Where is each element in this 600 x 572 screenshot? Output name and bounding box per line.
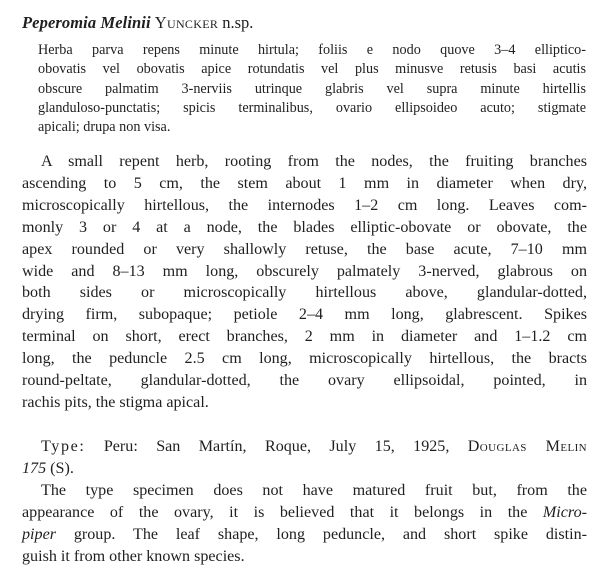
discussion-line: guish it from other known species. bbox=[22, 547, 245, 565]
latin-line: apicali; drupa non visa. bbox=[38, 119, 171, 136]
collection-number: 175 bbox=[22, 459, 47, 477]
description-line: A small repent herb, rooting from the nodes, the fruiting branches bbox=[41, 153, 587, 170]
description-line: monly 3 or 4 at a node, the blades elliptic-obovate or obovate, the bbox=[22, 218, 587, 236]
english-description bbox=[22, 151, 587, 414]
discussion-text: appearance of the ovary, it is believed that it belongs in the bbox=[22, 503, 528, 521]
description-line: both sides or microscopically hirtellous above, glandular-dotted, bbox=[22, 284, 587, 302]
description-line: drying firm, subopaque; petiole 2–4 mm long, glabrescent. Spikes bbox=[22, 306, 587, 324]
species-heading bbox=[22, 13, 253, 33]
description-line: microscopically hirtellous, the internodes 1–2 cm long. Leaves com- bbox=[22, 196, 587, 214]
type-citation bbox=[22, 436, 587, 480]
latin-line: Herba parva repens minute hirtula; foliis e nodo quove 3–4 elliptico- bbox=[38, 42, 586, 58]
discussion-line: The type specimen does not have matured fruit but, from the bbox=[41, 482, 587, 499]
type-line bbox=[22, 436, 587, 458]
discussion-line bbox=[22, 502, 587, 524]
discussion-text: group. The leaf shape, long peduncle, and short spike distin- bbox=[73, 525, 587, 543]
description-line: wide and 8–13 mm long, obscurely palmately 3-nerved, glabrous on bbox=[22, 262, 587, 280]
latin-line: obscure palmatim 3-nerviis utrinque glabris vel supra minute hirtellis bbox=[38, 80, 586, 97]
species-name: Peperomia Melinii bbox=[22, 13, 151, 32]
type-locality: Peru: San Martín, Roque, July 15, 1925, bbox=[103, 438, 450, 455]
type-line bbox=[22, 458, 587, 480]
description-line: long, the peduncle 2.5 cm long, microscopically hirtellous, the bracts bbox=[22, 350, 587, 368]
description-line: apex rounded or very shallowly retuse, the base acute, 7–10 mm bbox=[22, 240, 587, 258]
genus-section-name: piper bbox=[22, 525, 56, 543]
type-label: Type: bbox=[41, 438, 86, 455]
discussion-line bbox=[22, 524, 587, 546]
discussion-paragraph bbox=[22, 480, 587, 568]
nomenclatural-status: n.sp. bbox=[222, 13, 254, 32]
latin-diagnosis bbox=[38, 41, 586, 137]
herbarium: (S). bbox=[50, 459, 74, 477]
description-line: ascending to 5 cm, the stem about 1 mm in diameter when dry, bbox=[22, 174, 587, 192]
latin-line: obovatis vel obovatis apice rotundatis vel plus minusve retusis basi acutis bbox=[38, 61, 586, 78]
type-collector: Douglas Melin bbox=[467, 438, 587, 455]
description-line: round-peltate, glandular-dotted, the ovary ellipsoidal, pointed, in bbox=[22, 372, 587, 390]
species-author: Yuncker bbox=[154, 13, 219, 32]
latin-line: glanduloso-punctatis; spicis terminalibus, ovario ellipsoideo acuto; stigmate bbox=[38, 99, 586, 116]
genus-section-name: Micro- bbox=[542, 503, 587, 521]
description-line: terminal on short, erect branches, 2 mm in diameter and 1–1.2 cm bbox=[22, 328, 587, 346]
description-line: rachis pits, the stigma apical. bbox=[22, 393, 209, 411]
